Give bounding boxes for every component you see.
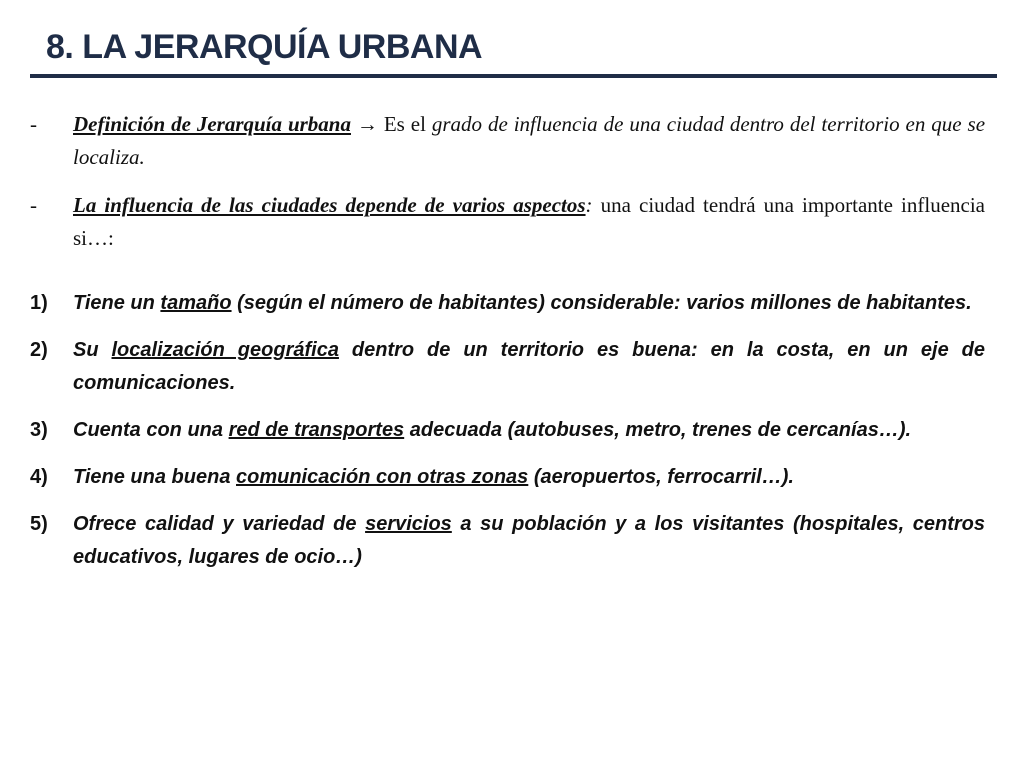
item-text	[73, 461, 985, 494]
item-text-after: (según el número de habitantes) considerable: varios millones de habitantes.	[231, 292, 972, 314]
bullet-plain-text: Es el	[383, 112, 432, 136]
item-text-before: Ofrece calidad y variedad de	[73, 513, 366, 535]
page-title: 8. LA JERARQUÍA URBANA	[46, 28, 483, 66]
bullet-text	[73, 189, 985, 255]
bullet-influence	[30, 189, 985, 255]
item-underlined-term: servicios	[365, 513, 452, 535]
numbered-list	[30, 287, 985, 588]
list-item	[30, 414, 985, 447]
item-text-after: adecuada (autobuses, metro, trenes de cercanías…).	[404, 419, 912, 441]
list-item	[30, 508, 985, 574]
item-text	[73, 334, 985, 400]
item-underlined-term: comunicación con otras zonas	[236, 466, 529, 488]
item-underlined-term: localización geográfica	[111, 339, 339, 361]
item-number: 4)	[30, 466, 48, 488]
item-number: 2)	[30, 339, 48, 361]
list-item	[30, 287, 985, 320]
item-text	[73, 287, 985, 320]
bullet-italic-text: grado de influencia de una ciudad dentro del territorio en que se localiza.	[73, 112, 986, 169]
bullet-heading: Definición de Jerarquía urbana	[73, 112, 351, 136]
item-text-before: Tiene un	[73, 292, 161, 314]
item-number: 5)	[30, 513, 48, 535]
item-text-after: dentro de un territorio es buena: en la costa, en un eje de comunicaciones.	[73, 339, 985, 394]
item-number: 3)	[30, 419, 48, 441]
arrow-glyph: →	[350, 112, 384, 136]
bullet-definition	[30, 108, 985, 174]
title-underline	[30, 74, 997, 78]
bullet-text	[73, 108, 985, 174]
definition-bullets	[30, 108, 985, 270]
bullet-marker: -	[30, 112, 37, 136]
list-item	[30, 334, 985, 400]
item-underlined-term: red de transportes	[228, 419, 405, 441]
item-text-after: (aeropuertos, ferrocarril…).	[528, 466, 794, 488]
bullet-heading: La influencia de las ciudades depende de varios aspectos	[73, 193, 586, 217]
item-text	[73, 508, 985, 574]
bullet-rest-text: una ciudad tendrá una importante influencia si…:	[73, 193, 985, 250]
item-text-before: Cuenta con una	[73, 419, 229, 441]
item-text-before: Tiene una buena	[73, 466, 236, 488]
bullet-colon: :	[585, 193, 593, 217]
bullet-marker: -	[30, 193, 37, 217]
item-text	[73, 414, 985, 447]
item-underlined-term: tamaño	[160, 292, 232, 314]
item-text-after: a su población y a los visitantes (hospitales, centros educativos, lugares de ocio…)	[73, 513, 986, 568]
item-text-before: Su	[73, 339, 112, 361]
item-number: 1)	[30, 292, 48, 314]
list-item	[30, 461, 985, 494]
